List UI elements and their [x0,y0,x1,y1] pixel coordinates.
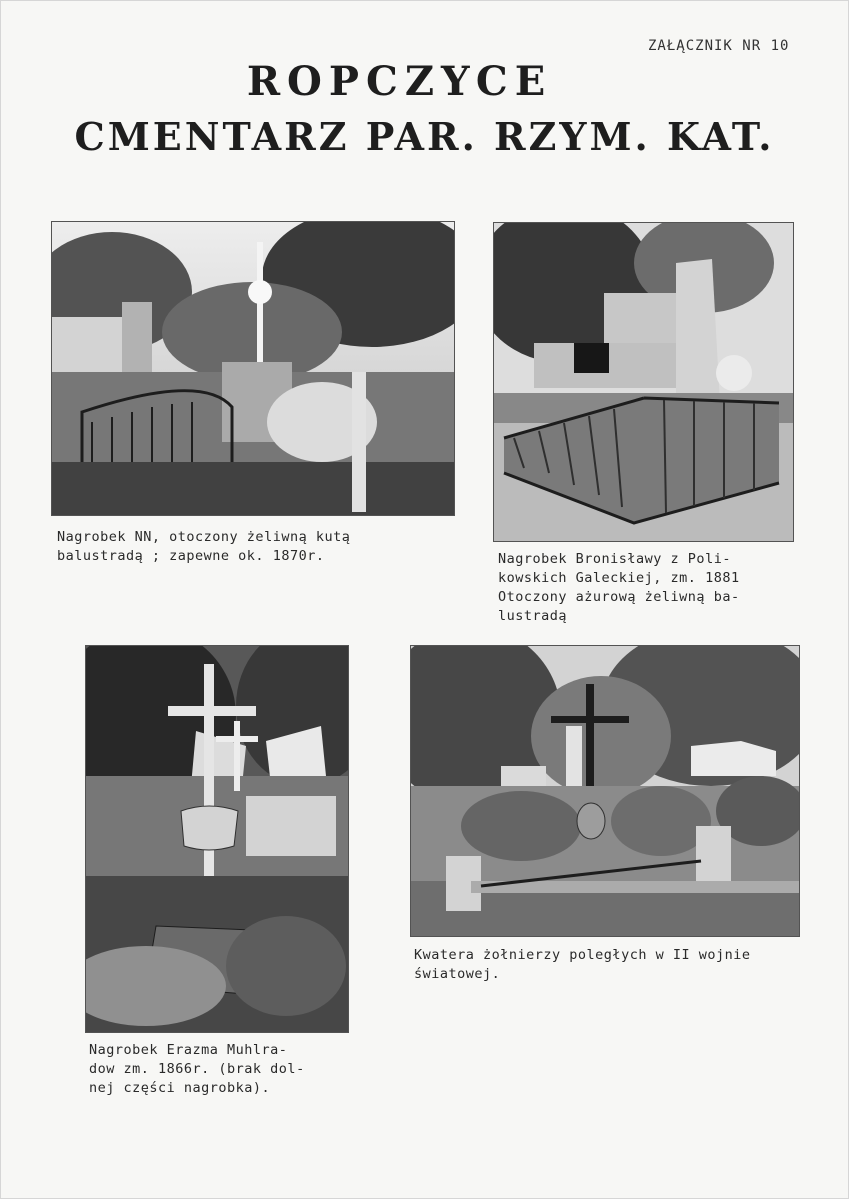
caption-grave-galecka: Nagrobek Bronisławy z Poli- kowskich Galeckiej, zm. 1881 Otoczony ażurową żeliwną ba- lustradą [498,551,740,624]
caption-grave-muhlradow: Nagrobek Erazma Muhlra- dow zm. 1866r. (brak dol- nej części nagrobka). [89,1042,305,1096]
page-title: ROPCZYCE [246,58,553,105]
page-subtitle: CMENTARZ PAR. RZYM. KAT. [74,114,775,159]
photo-soldiers-quarter [410,645,800,937]
photo-grave-galecka [493,222,794,542]
caption-soldiers-quarter: Kwatera żołnierzy poległych w II wojnie światowej. [414,947,751,982]
attachment-number: ZAŁĄCZNIK NR 10 [648,38,790,54]
photo-grave-nn [51,221,455,516]
photo-grave-muhlradow [85,645,349,1033]
caption-grave-nn: Nagrobek NN, otoczony żeliwną kutą balustradą ; zapewne ok. 1870r. [57,529,351,564]
